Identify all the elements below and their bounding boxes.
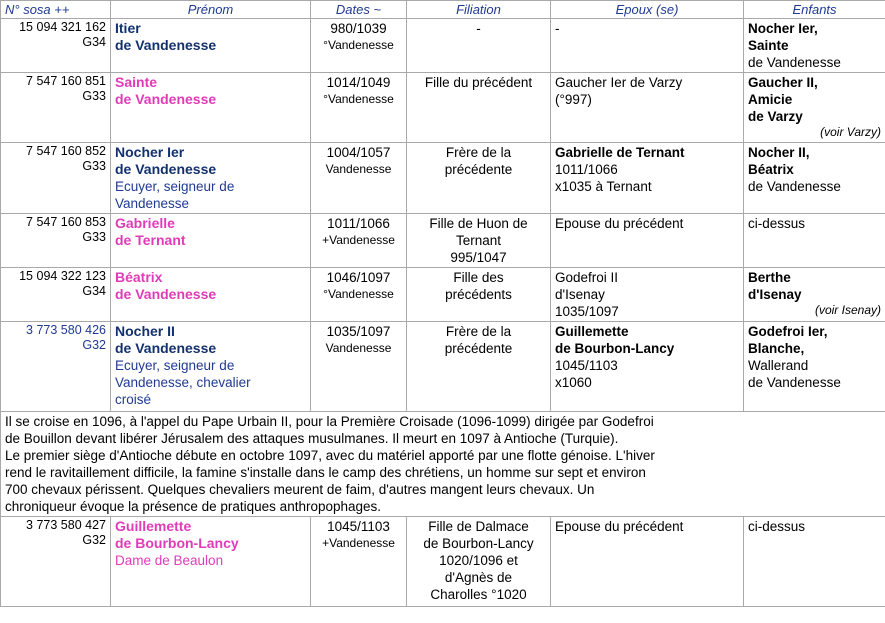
sosa-number: 3 773 580 426: [26, 323, 106, 337]
see-also-note: (voir Isenay): [814, 303, 881, 317]
child-line: ci-dessus: [748, 216, 806, 231]
generation-label: G32: [82, 338, 106, 352]
narrative-line: 700 chevaux périssent. Quelques chevaliers meurent de faim, d'autres mangent leurs chevaux. Un: [5, 482, 595, 497]
person-name-line: Nocher Ier: [115, 144, 185, 160]
filiation-line: précédente: [444, 341, 513, 356]
generation-label: G34: [82, 35, 106, 49]
table-row: [1, 214, 885, 268]
child-line: Berthe: [748, 270, 791, 285]
birth-death-place: °Vandenesse: [323, 287, 394, 301]
spouse-line: 1011/1066: [555, 162, 618, 177]
birth-death-place: Vandenesse: [325, 341, 392, 355]
sosa-number: 3 773 580 427: [26, 518, 106, 532]
life-dates: 1014/1049: [326, 75, 391, 90]
person-name-line: de Vandenesse: [115, 161, 217, 177]
children-cell: [744, 517, 885, 607]
spouse-line: Guillemette: [555, 324, 629, 339]
dates-cell: [311, 214, 407, 268]
filiation-line: 1020/1096 et: [439, 553, 518, 568]
person-name-line: de Vandenesse: [115, 286, 217, 302]
dates-cell: [311, 517, 407, 607]
spouse-line: x1060: [555, 375, 592, 390]
person-name-line: Itier: [115, 20, 141, 36]
child-line: Amicie: [748, 92, 793, 107]
person-name-line: Gabrielle: [115, 215, 175, 231]
children-cell: [744, 73, 885, 143]
narrative-line: Le premier siège d'Antioche débute en octobre 1097, avec du matériel apporté par une flotte génoise. L'hiver: [5, 448, 655, 463]
header-sosa: N° sosa ++: [1, 1, 111, 19]
header-filiation: Filiation: [407, 1, 551, 19]
person-title-line: Vandenesse: [115, 196, 190, 211]
person-name-line: de Vandenesse: [115, 37, 217, 53]
person-name-line: Sainte: [115, 74, 158, 90]
spouse-line: 1045/1103: [555, 358, 618, 373]
spouse-line: x1035 à Ternant: [555, 179, 652, 194]
sosa-number: 15 094 322 123: [19, 269, 106, 283]
person-title-line: croisé: [115, 392, 152, 407]
filiation-line: de Bourbon-Lancy: [423, 536, 534, 551]
header-dates: Dates ~: [311, 1, 407, 19]
sosa-cell: [1, 322, 111, 412]
header-row: [1, 1, 885, 19]
filiation-line: Ternant: [455, 233, 502, 248]
child-line: Wallerand: [748, 358, 809, 373]
sosa-cell: [1, 517, 111, 607]
see-also-note: (voir Varzy): [820, 125, 881, 139]
dates-cell: [311, 322, 407, 412]
life-dates: 1046/1097: [326, 270, 391, 285]
person-name-cell: [111, 517, 311, 607]
sosa-cell: [1, 73, 111, 143]
person-name-line: Béatrix: [115, 269, 163, 285]
sosa-number: 7 547 160 853: [26, 215, 106, 229]
spouse-cell: [551, 19, 744, 73]
filiation-line: Fille de Dalmace: [428, 519, 529, 534]
person-name-line: de Vandenesse: [115, 91, 217, 107]
dates-cell: [311, 73, 407, 143]
narrative-line: de Bouillon devant libérer Jérusalem des attaques musulmanes. Il meurt en 1097 à Antioche (Turquie).: [5, 431, 619, 446]
birth-death-place: °Vandenesse: [323, 92, 394, 106]
filiation-line: Frère de la: [445, 145, 512, 160]
birth-death-place: °Vandenesse: [323, 38, 394, 52]
narrative-line: rend le ravitaillement difficile, la famine s'installe dans le camp des chrétiens, un homme sur sept et environ: [5, 465, 646, 480]
person-name-line: Nocher II: [115, 323, 175, 339]
spouse-cell: [551, 322, 744, 412]
life-dates: 1011/1066: [327, 216, 390, 231]
person-name-cell: [111, 322, 311, 412]
child-line: Nocher Ier,: [748, 21, 818, 36]
generation-label: G32: [82, 533, 106, 547]
narrative-row: [1, 412, 885, 517]
spouse-cell: [551, 73, 744, 143]
person-name-line: de Vandenesse: [115, 340, 217, 356]
child-line: Béatrix: [748, 162, 794, 177]
sosa-number: 7 547 160 851: [26, 74, 106, 88]
generation-label: G33: [82, 230, 106, 244]
life-dates: 1045/1103: [327, 519, 390, 534]
sosa-cell: [1, 214, 111, 268]
spouse-cell: [551, 214, 744, 268]
filiation-line: précédente: [444, 162, 513, 177]
children-cell: [744, 268, 885, 322]
children-cell: [744, 19, 885, 73]
filiation-line: d'Agnès de: [444, 570, 513, 585]
spouse-line: -: [555, 21, 560, 36]
spouse-line: (°997): [555, 92, 592, 107]
filiation-cell: [407, 517, 551, 607]
generation-label: G33: [82, 159, 106, 173]
filiation-cell: [407, 73, 551, 143]
person-title-line: Ecuyer, seigneur de: [115, 179, 235, 194]
narrative-line: Il se croise en 1096, à l'appel du Pape Urbain II, pour la Première Croisade (1096-1099) dirigée par Godefroi: [5, 414, 654, 429]
child-line: Blanche,: [748, 341, 805, 356]
table-row: [1, 517, 885, 607]
person-name-line: Guillemette: [115, 518, 192, 534]
spouse-line: Gaucher Ier de Varzy: [555, 75, 683, 90]
filiation-cell: [407, 268, 551, 322]
children-cell: [744, 214, 885, 268]
filiation-line: Charolles °1020: [430, 587, 527, 602]
sosa-cell: [1, 19, 111, 73]
child-line: Gaucher II,: [748, 75, 818, 90]
person-title-line: Dame de Beaulon: [115, 553, 224, 568]
person-name-line: de Bourbon-Lancy: [115, 535, 239, 551]
table-row: [1, 19, 885, 73]
spouse-line: Godefroi II: [555, 270, 619, 285]
birth-death-place: +Vandenesse: [322, 536, 395, 550]
filiation-line: Fille des: [453, 270, 504, 285]
table-row: [1, 268, 885, 322]
spouse-line: d'Isenay: [555, 287, 605, 302]
narrative-cell: [1, 412, 885, 517]
dates-cell: [311, 268, 407, 322]
table-body: [1, 19, 885, 607]
filiation-cell: [407, 214, 551, 268]
filiation-line: Fille de Huon de: [429, 216, 528, 231]
filiation-line: 995/1047: [450, 250, 507, 265]
children-cell: [744, 322, 885, 412]
dates-cell: [311, 143, 407, 214]
life-dates: 980/1039: [330, 21, 387, 36]
filiation-line: -: [476, 21, 481, 36]
sosa-cell: [1, 268, 111, 322]
spouse-cell: [551, 143, 744, 214]
generation-label: G33: [82, 89, 106, 103]
narrative-line: chroniqueur évoque la présence de pratiques anthropophages.: [5, 499, 382, 514]
life-dates: 1035/1097: [326, 324, 391, 339]
birth-death-place: +Vandenesse: [322, 233, 395, 247]
child-line: de Vandenesse: [748, 179, 841, 194]
child-line: de Vandenesse: [748, 375, 841, 390]
filiation-cell: [407, 19, 551, 73]
spouse-line: Gabrielle de Ternant: [555, 145, 685, 160]
spouse-cell: [551, 268, 744, 322]
person-name-cell: [111, 214, 311, 268]
header-spouse: Epoux (se): [551, 1, 744, 19]
spouse-cell: [551, 517, 744, 607]
table-row: [1, 143, 885, 214]
children-cell: [744, 143, 885, 214]
child-line: de Vandenesse: [748, 55, 841, 70]
filiation-cell: [407, 143, 551, 214]
filiation-line: Frère de la: [445, 324, 512, 339]
child-line: Godefroi Ier,: [748, 324, 828, 339]
spouse-line: Epouse du précédent: [555, 519, 684, 534]
child-line: Nocher II,: [748, 145, 810, 160]
person-title-line: Vandenesse, chevalier: [115, 375, 251, 390]
person-name-cell: [111, 19, 311, 73]
filiation-cell: [407, 322, 551, 412]
person-title-line: Ecuyer, seigneur de: [115, 358, 235, 373]
sosa-cell: [1, 143, 111, 214]
person-name-cell: [111, 268, 311, 322]
spouse-line: de Bourbon-Lancy: [555, 341, 675, 356]
filiation-line: Fille du précédent: [424, 75, 533, 90]
spouse-line: Epouse du précédent: [555, 216, 684, 231]
child-line: Sainte: [748, 38, 789, 53]
dates-cell: [311, 19, 407, 73]
child-line: ci-dessus: [748, 519, 806, 534]
header-first-name: Prénom: [111, 1, 311, 19]
sosa-number: 7 547 160 852: [26, 144, 106, 158]
person-name-cell: [111, 73, 311, 143]
person-name-cell: [111, 143, 311, 214]
filiation-line: précédents: [445, 287, 512, 302]
generation-label: G34: [82, 284, 106, 298]
person-name-line: de Ternant: [115, 232, 186, 248]
header-children: Enfants: [744, 1, 885, 19]
sosa-number: 15 094 321 162: [19, 20, 106, 34]
life-dates: 1004/1057: [326, 145, 391, 160]
table-row: [1, 73, 885, 143]
child-line: d'Isenay: [748, 287, 802, 302]
table-row: [1, 322, 885, 412]
birth-death-place: Vandenesse: [325, 162, 392, 176]
child-line: de Varzy: [748, 109, 803, 124]
spouse-line: 1035/1097: [555, 304, 619, 319]
